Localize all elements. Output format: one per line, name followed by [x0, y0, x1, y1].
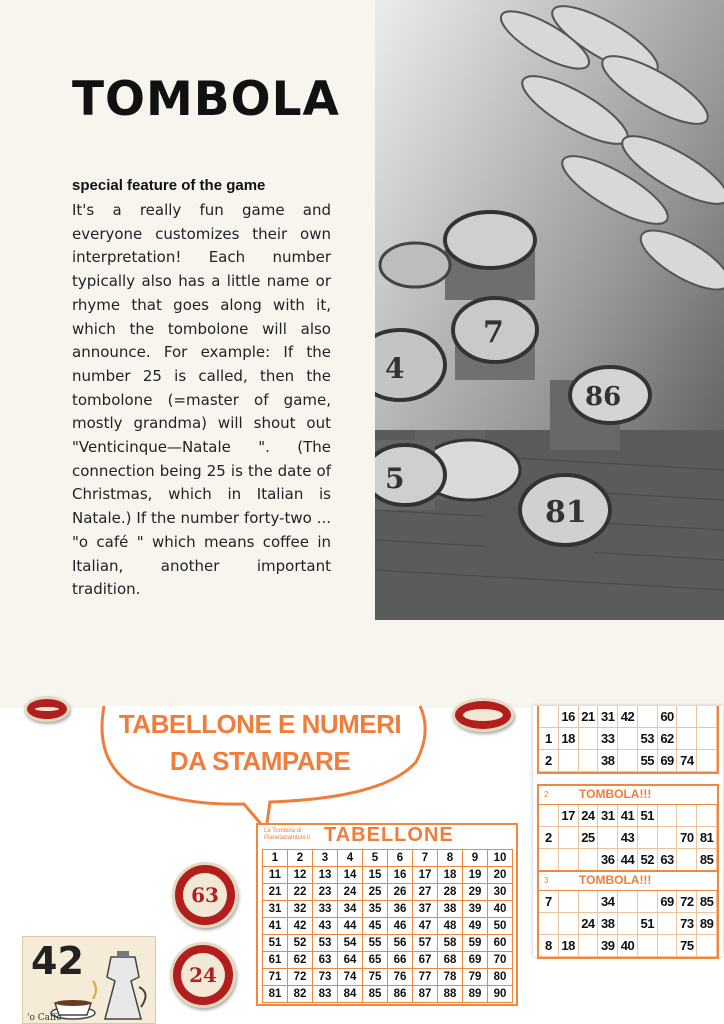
- card-cell: [618, 728, 638, 750]
- tabellone-cell: 34: [338, 901, 363, 918]
- tabellone-cell: 40: [488, 901, 513, 918]
- card-cell: 17: [559, 805, 579, 827]
- card-cell: [697, 728, 717, 750]
- card-cell: 7: [539, 891, 559, 913]
- card-cell: 69: [658, 891, 678, 913]
- card-grid: [539, 805, 717, 871]
- card-cell: 75: [677, 935, 697, 957]
- tabellone-cell: 75: [363, 969, 388, 986]
- card-cell: [697, 750, 717, 772]
- tabellone-cell: 8: [438, 850, 463, 867]
- card-cell: 51: [638, 913, 658, 935]
- card-cell: [539, 849, 559, 871]
- tabellone-cell: 82: [288, 986, 313, 1003]
- card-label: 3: [544, 876, 549, 885]
- card-cell: 73: [677, 913, 697, 935]
- coffee-card: [22, 936, 156, 1024]
- tabellone-cell: 45: [363, 918, 388, 935]
- card-cell: [638, 891, 658, 913]
- body-text: It's a really fun game and everyone customizes their own interpretation! Each number typically also has a little name or rhyme that goes along with it, which the tombolone will also announce. For example: If the number 25 is called, then the tombolone (=master of game, mostly grandma) will shout out "Venticinque—Natale ". (The connection being 25 is the date of Christmas, which in Italian is Natale.) If the number forty-two ... "o café " which means coffee in Italian, another important tradition.: [72, 201, 331, 599]
- tabellone-cell: 19: [463, 867, 488, 884]
- tabellone-cell: 83: [313, 986, 338, 1003]
- tabellone-cell: 38: [438, 901, 463, 918]
- chip-86-label: 86: [585, 382, 622, 412]
- tabellone-cell: 58: [438, 935, 463, 952]
- card-cell: 2: [539, 827, 559, 849]
- card-cell: 16: [559, 706, 579, 728]
- card-cell: 53: [638, 728, 658, 750]
- card-cell: 85: [697, 891, 717, 913]
- tabellone-cell: 50: [488, 918, 513, 935]
- tabellone-cell: 7: [413, 850, 438, 867]
- tabellone-cell: 43: [313, 918, 338, 935]
- tabellone-cell: 42: [288, 918, 313, 935]
- tabellone-cell: 64: [338, 952, 363, 969]
- card-cell: [598, 827, 618, 849]
- card-cell: [579, 891, 599, 913]
- tabellone-cell: 54: [338, 935, 363, 952]
- card-cell: 74: [677, 750, 697, 772]
- tabellone-cell: 88: [438, 986, 463, 1003]
- card-cell: [697, 706, 717, 728]
- card-cell: [539, 706, 559, 728]
- chip-number: 24: [181, 953, 225, 997]
- tabellone-cell: 28: [438, 884, 463, 901]
- tabellone-cell: 16: [388, 867, 413, 884]
- tabellone-cell: 46: [388, 918, 413, 935]
- tabellone-cell: 71: [263, 969, 288, 986]
- tabellone-cell: 24: [338, 884, 363, 901]
- tabellone-cell: 80: [488, 969, 513, 986]
- tabellone-cell: 5: [363, 850, 388, 867]
- card-cell: 55: [638, 750, 658, 772]
- card-cell: 24: [579, 913, 599, 935]
- tabellone-cell: 4: [338, 850, 363, 867]
- card-cell: [697, 935, 717, 957]
- card-title: TOMBOLA!!!: [579, 787, 652, 801]
- card-cell: [677, 805, 697, 827]
- tabellone-cell: 9: [463, 850, 488, 867]
- chip-5-label: 5: [385, 462, 405, 495]
- card-cell: 60: [658, 706, 678, 728]
- flyer-heading-line2: DA STAMPARE: [169, 746, 351, 776]
- card-cell: [677, 728, 697, 750]
- tabellone-cell: 81: [263, 986, 288, 1003]
- bingo-chip: [452, 698, 514, 732]
- tabellone-cell: 85: [363, 986, 388, 1003]
- card-cell: [539, 913, 559, 935]
- tabellone-cell: 47: [413, 918, 438, 935]
- tabellone-cell: 77: [413, 969, 438, 986]
- card-cell: [559, 891, 579, 913]
- card-cell: [539, 805, 559, 827]
- tabellone-cell: 57: [413, 935, 438, 952]
- bingo-chip-63: [172, 862, 238, 928]
- tombola-card: [537, 784, 719, 873]
- card-cell: 52: [638, 849, 658, 871]
- tabellone-cell: 11: [263, 867, 288, 884]
- card-cell: 81: [697, 827, 717, 849]
- tabellone-cell: 74: [338, 969, 363, 986]
- card-cell: 2: [539, 750, 559, 772]
- tabellone-cell: 51: [263, 935, 288, 952]
- card-cell: [658, 913, 678, 935]
- tabellone-cell: 67: [413, 952, 438, 969]
- card-cell: [559, 750, 579, 772]
- tabellone-cell: 21: [263, 884, 288, 901]
- card-grid: [539, 891, 717, 957]
- card-cell: [579, 849, 599, 871]
- tombola-card: [537, 870, 719, 959]
- card-cell: [559, 849, 579, 871]
- tabellone-cell: 90: [488, 986, 513, 1003]
- tabellone-cell: 41: [263, 918, 288, 935]
- card-cell: 72: [677, 891, 697, 913]
- tabellone-cell: 73: [313, 969, 338, 986]
- tabellone-cell: 60: [488, 935, 513, 952]
- tombola-cards: [533, 706, 723, 956]
- card-cell: [618, 750, 638, 772]
- tabellone-cell: 17: [413, 867, 438, 884]
- card-cell: 33: [598, 728, 618, 750]
- card-cell: [658, 827, 678, 849]
- tabellone-cell: 61: [263, 952, 288, 969]
- card-cell: [579, 935, 599, 957]
- card-cell: 85: [697, 849, 717, 871]
- card-cell: 31: [598, 706, 618, 728]
- tabellone-cell: 39: [463, 901, 488, 918]
- tabellone-cell: 65: [363, 952, 388, 969]
- tabellone-cell: 26: [388, 884, 413, 901]
- tabellone-cell: 56: [388, 935, 413, 952]
- card-cell: 31: [598, 805, 618, 827]
- tabellone-cell: 49: [463, 918, 488, 935]
- chip-81-label: 81: [545, 495, 587, 530]
- card-cell: 25: [579, 827, 599, 849]
- tabellone-cell: 72: [288, 969, 313, 986]
- tabellone-cell: 59: [463, 935, 488, 952]
- card-cell: [677, 849, 697, 871]
- card-cell: 24: [579, 805, 599, 827]
- card-cell: [638, 935, 658, 957]
- tabellone-cell: 66: [388, 952, 413, 969]
- tabellone-cell: 33: [313, 901, 338, 918]
- tabellone-cell: 27: [413, 884, 438, 901]
- tabellone-cell: 63: [313, 952, 338, 969]
- coffee-pot-icon: [23, 937, 156, 1024]
- tabellone-cell: 3: [313, 850, 338, 867]
- coffee-caption: 'o Caffè: [27, 1013, 62, 1023]
- tabellone-cell: 68: [438, 952, 463, 969]
- card-title: TOMBOLA!!!: [579, 873, 652, 887]
- card-header: [539, 786, 717, 805]
- card-cell: 43: [618, 827, 638, 849]
- tabellone-cell: 70: [488, 952, 513, 969]
- bingo-chips-photo: [375, 0, 724, 620]
- card-cell: [638, 827, 658, 849]
- card-cell: [638, 706, 658, 728]
- tabellone-cell: 14: [338, 867, 363, 884]
- card-cell: [618, 913, 638, 935]
- tabellone-cell: 10: [488, 850, 513, 867]
- card-cell: [658, 805, 678, 827]
- tabellone-cell: 44: [338, 918, 363, 935]
- card-cell: 62: [658, 728, 678, 750]
- tabellone-cell: 37: [413, 901, 438, 918]
- tabellone-cell: 78: [438, 969, 463, 986]
- card-cell: [579, 728, 599, 750]
- tabellone-cell: 32: [288, 901, 313, 918]
- card-cell: [559, 827, 579, 849]
- card-cell: 38: [598, 750, 618, 772]
- tombola-card: [537, 706, 719, 774]
- tabellone-cell: 23: [313, 884, 338, 901]
- tabellone-cell: 87: [413, 986, 438, 1003]
- tabellone-cell: 62: [288, 952, 313, 969]
- page-title: TOMBOLA: [72, 72, 340, 127]
- tabellone-cell: 89: [463, 986, 488, 1003]
- card-cell: 44: [618, 849, 638, 871]
- tabellone-cell: 12: [288, 867, 313, 884]
- card-cell: 8: [539, 935, 559, 957]
- bingo-chip: [24, 696, 70, 722]
- card-cell: 36: [598, 849, 618, 871]
- tabellone-caption: La Tombola di Pianetabambini.it: [264, 828, 311, 841]
- card-cell: 18: [559, 728, 579, 750]
- card-cell: 1: [539, 728, 559, 750]
- tabellone-cell: 1: [263, 850, 288, 867]
- tabellone-number-grid: [262, 849, 513, 1003]
- tabellone-cell: 76: [388, 969, 413, 986]
- chip-number: 63: [183, 873, 227, 917]
- card-cell: 51: [638, 805, 658, 827]
- tabellone-cell: 29: [463, 884, 488, 901]
- card-cell: [618, 891, 638, 913]
- section-subtitle: special feature of the game: [72, 177, 266, 194]
- card-cell: 63: [658, 849, 678, 871]
- flyer-heading-line1: TABELLONE E NUMERI: [118, 709, 402, 739]
- card-label: 2: [544, 790, 549, 799]
- tabellone-cell: 30: [488, 884, 513, 901]
- tabellone-cell: 22: [288, 884, 313, 901]
- card-cell: [658, 935, 678, 957]
- tabellone-cell: 79: [463, 969, 488, 986]
- tabellone-cell: 69: [463, 952, 488, 969]
- tabellone-cell: 31: [263, 901, 288, 918]
- tabellone-cell: 48: [438, 918, 463, 935]
- chip-4-label: 4: [385, 352, 405, 385]
- tabellone-cell: 15: [363, 867, 388, 884]
- tabellone-title: TABELLONE: [324, 824, 454, 846]
- card-header: [539, 872, 717, 891]
- coffee-number: 42: [31, 939, 84, 983]
- tabellone-header: [258, 825, 516, 847]
- chip-7-label: 7: [483, 315, 504, 350]
- card-cell: 41: [618, 805, 638, 827]
- card-cell: [579, 750, 599, 772]
- card-cell: 40: [618, 935, 638, 957]
- tabellone-cell: 18: [438, 867, 463, 884]
- tabellone-cell: 36: [388, 901, 413, 918]
- card-cell: 69: [658, 750, 678, 772]
- tabellone-cell: 55: [363, 935, 388, 952]
- tabellone-cell: 84: [338, 986, 363, 1003]
- card-cell: 38: [598, 913, 618, 935]
- tabellone-cell: 2: [288, 850, 313, 867]
- tabellone-cell: 25: [363, 884, 388, 901]
- card-cell: 89: [697, 913, 717, 935]
- card-cell: 18: [559, 935, 579, 957]
- card-cell: [559, 913, 579, 935]
- card-cell: 21: [579, 706, 599, 728]
- tabellone-cell: 13: [313, 867, 338, 884]
- card-cell: 34: [598, 891, 618, 913]
- card-cell: 70: [677, 827, 697, 849]
- tabellone-cell: 6: [388, 850, 413, 867]
- card-grid: [539, 706, 717, 772]
- card-cell: 39: [598, 935, 618, 957]
- tabellone-cell: 86: [388, 986, 413, 1003]
- tabellone-cell: 35: [363, 901, 388, 918]
- tabellone-cell: 53: [313, 935, 338, 952]
- card-cell: [697, 805, 717, 827]
- tabellone-cell: 52: [288, 935, 313, 952]
- tabellone-board: [256, 823, 518, 1006]
- bingo-chip-24: [170, 942, 236, 1008]
- card-cell: 42: [618, 706, 638, 728]
- card-cell: [677, 706, 697, 728]
- tabellone-cell: 20: [488, 867, 513, 884]
